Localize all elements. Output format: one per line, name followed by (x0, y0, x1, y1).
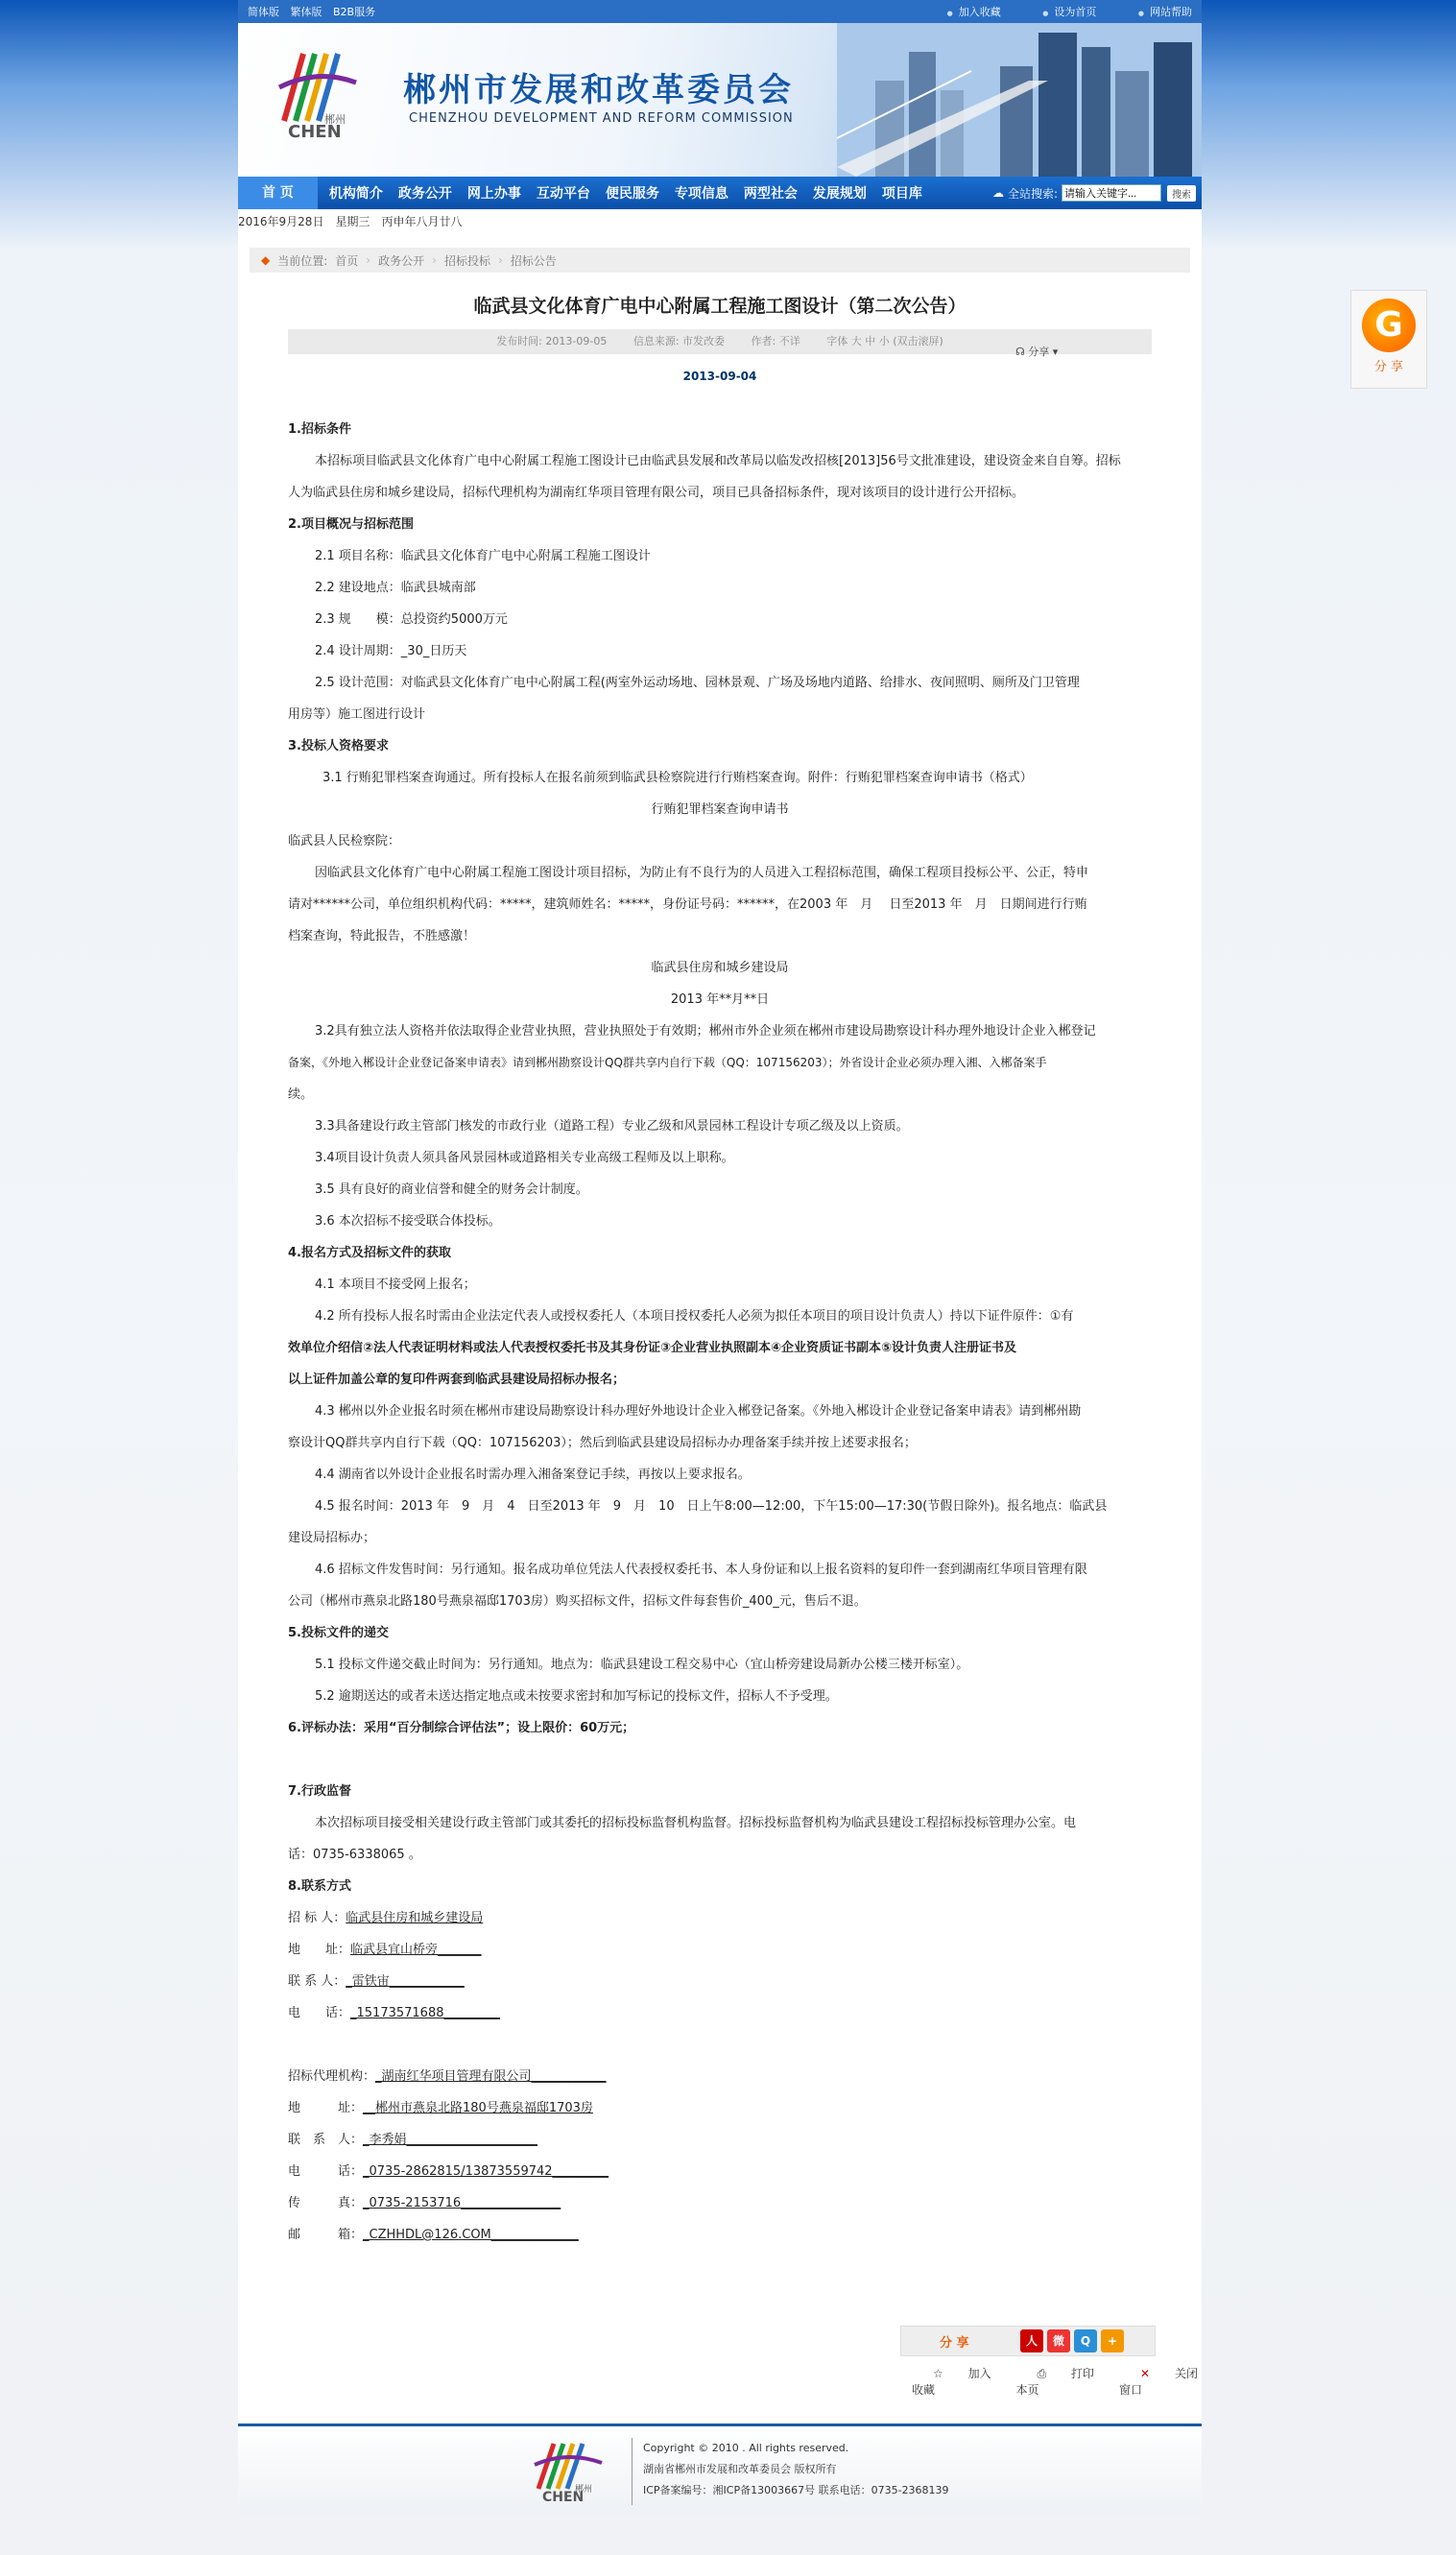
nav-online-service[interactable]: 网上办事 (466, 186, 521, 202)
contact-value: 临武县宜山桥旁_______ (350, 1943, 482, 1957)
paragraph: 本招标项目临武县文化体育广电中心附属工程施工图设计已由临武县发展和改革局以临发改招核[2013]56号文批准建设，建设资金来自自筹。招标 (315, 454, 1121, 468)
section-title: 4.报名方式及招标文件的获取 (288, 1246, 451, 1260)
section-title: 5.投标文件的递交 (288, 1626, 389, 1640)
nav-planning[interactable]: 发展规划 (812, 186, 867, 202)
paragraph: 4.3 郴州以外企业报名时须在郴州市建设局勘察设计科办理好外地设计企业入郴登记备案。《外地入郴设计企业登记备案申请表》请到郴州勘 (315, 1404, 1082, 1419)
close-window-link[interactable] (1119, 2365, 1202, 2398)
logo-text-en: CHEN (288, 122, 342, 140)
contact-key: 电 话： (288, 2006, 351, 2020)
contact-value: _15173571688_________ (350, 2006, 500, 2020)
section-title: 7.行政监督 (288, 1784, 351, 1799)
nav-interaction[interactable]: 互动平台 (536, 186, 590, 202)
paragraph: 2.4 设计周期：_30_日历天 (315, 644, 467, 658)
contact-list (288, 1902, 1152, 2029)
section-title: 2.项目概况与招标范围 (288, 517, 414, 532)
paragraph: 4.4 湖南省以外设计企业报名时需办理入湘备案登记手续，再按以上要求报名。 (315, 1468, 751, 1482)
nav-gov-affairs[interactable]: 政务公开 (397, 186, 452, 202)
contact-value: __郴州市燕泉北路180号燕泉福邸1703房 (363, 2101, 593, 2115)
paragraph: 临武县人民检察院： (288, 834, 401, 848)
contact-value: _0735-2862815/13873559742_________ (363, 2164, 609, 2179)
paragraph: 5.1 投标文件递交截止时间为：另行通知。地点为：临武县建设工程交易中心（宜山桥旁建设局新办公楼三楼开标室）。 (315, 1658, 969, 1672)
footer-divider (632, 2438, 633, 2505)
contact-value: _CZHHDL@126.COM______________ (363, 2228, 579, 2242)
contact-row (288, 1966, 1152, 1997)
header-banner (238, 23, 1202, 177)
meta-author: 作者: 不详 (751, 335, 800, 347)
floating-share-label: 分 享 (1373, 360, 1404, 374)
paragraph: 4.5 报名时间：2013 年 9 月 4 日至2013 年 9 月 10 日上午8:00—12:00，下午15:00—17:30(节假日除外)。报名地点：临武县 (315, 1499, 1108, 1514)
paragraph: 用房等）施工图进行设计 (288, 707, 426, 722)
site-title: 郴州市发展和改革委员会 (403, 71, 794, 109)
article-title: 临武县文化体育广电中心附属工程施工图设计（第二次公告） (473, 296, 967, 317)
share-icon: ☊ (1015, 346, 1025, 358)
chevron-right-icon: › (497, 253, 503, 267)
search-label: 全站搜索: (1007, 186, 1058, 201)
contact-key: 地 址： (288, 2101, 364, 2115)
share-weibo-icon[interactable]: 微 (1047, 2329, 1070, 2352)
share-mini-button[interactable]: ☊ 分享 ▾ (1015, 346, 1059, 358)
contact-key: 招标代理机构： (288, 2069, 376, 2084)
section-title: 6.评标办法：采用“百分制综合评估法”；设上限价：60万元； (288, 1721, 635, 1735)
section-title: 1.招标条件 (288, 422, 351, 437)
share-mini-label: 分享 (1028, 346, 1050, 358)
paragraph: 因临武县文化体育广电中心附属工程施工图设计项目招标，为防止有不良行为的人员进入工程招标范围，确保工程项目投标公平、公正，特申 (315, 866, 1089, 880)
section-title: 8.联系方式 (288, 1879, 351, 1894)
nav-about[interactable]: 机构简介 (328, 186, 383, 202)
share-bar (900, 2326, 1156, 2356)
city-skyline-image (837, 23, 1202, 177)
paragraph: 3.5 具有良好的商业信誉和健全的财务会计制度。 (315, 1182, 588, 1197)
share-more-icon[interactable]: + (1101, 2329, 1124, 2352)
content-area (238, 248, 1202, 2446)
meta-font-size[interactable]: 字体 大 中 小 (双击滚屏) (826, 335, 943, 347)
contact-key: 联 系 人： (288, 1974, 346, 1989)
paragraph: 2.2 建设地点：临武县城南部 (315, 581, 476, 595)
print-label: 打印本页 (1015, 2367, 1094, 2397)
floating-share-button[interactable] (1350, 290, 1427, 389)
share-bar-label[interactable]: 分 享 (940, 2335, 969, 2351)
footer-text (643, 2438, 949, 2501)
search-icon: ☁ (991, 186, 1004, 200)
link-help[interactable]: ● 网站帮助 (1138, 6, 1192, 18)
paragraph: 5.2 逾期送达的或者未送达指定地点或未按要求密封和加写标记的投标文件，招标人不予受理。 (315, 1689, 838, 1704)
contact-row (288, 2092, 1152, 2124)
site-subtitle: CHENZHOU DEVELOPMENT AND REFORM COMMISSION (409, 111, 794, 126)
contact-row (288, 1934, 1152, 1966)
form-date: 2013 年**月**日 (670, 992, 770, 1007)
breadcrumb-label: 当前位置: (277, 253, 328, 268)
close-icon: ✕ (1139, 2367, 1151, 2380)
link-set-home[interactable]: ● 设为首页 (1042, 6, 1096, 18)
page-tools (891, 2365, 1202, 2398)
link-add-favorite[interactable]: ● 加入收藏 (947, 6, 1001, 18)
footer-logo-text-en: CHEN (542, 2490, 585, 2503)
share-renren-icon[interactable]: 人 (1020, 2329, 1043, 2352)
share-logo-icon: G (1362, 298, 1416, 352)
paragraph: 3.4项目设计负责人须具备风景园林或道路相关专业高级工程师及以上职称。 (315, 1151, 734, 1165)
nav-special-info[interactable]: 专项信息 (674, 186, 728, 202)
form-sign: 临武县住房和城乡建设局 (651, 961, 789, 975)
top-bar (238, 0, 1202, 23)
breadcrumb-announce[interactable]: 招标公告 (510, 253, 557, 268)
paragraph: 2.1 项目名称：临武县文化体育广电中心附属工程施工图设计 (315, 549, 651, 563)
contact-value: 临武县住房和城乡建设局 (346, 1911, 484, 1925)
paragraph: 3.3具备建设行政主管部门核发的市政行业（道路工程）专业乙级和风景园林工程设计专项乙级及以上资质。 (315, 1119, 909, 1134)
footer-logo (531, 2436, 608, 2503)
paragraph: 备案，《外地入郴设计企业登记备案申请表》请到郴州勘察设计QQ群共享内自行下载（QQ：107156203）；外省设计企业必须办理入湘、入郴备案手 (288, 1056, 1047, 1069)
paragraph: 建设局招标办； (288, 1531, 376, 1545)
contact-row (288, 1997, 1152, 2029)
paragraph: 本次招标项目接受相关建设行政主管部门或其委托的招标投标监督机构监督。招标投标监督机构为临武县建设工程招标投标管理办公室。电 (315, 1816, 1077, 1830)
contact-row (288, 2061, 1152, 2092)
paragraph: 以上证件加盖公章的复印件两套到临武县建设局招标办报名； (288, 1373, 626, 1387)
site-search (992, 184, 1202, 202)
paragraph: 3.6 本次招标不接受联合体投标。 (315, 1214, 501, 1229)
print-link[interactable] (1015, 2365, 1098, 2398)
contact-key: 电 话： (288, 2164, 364, 2179)
chevron-right-icon: › (432, 253, 437, 267)
section-title: 3.投标人资格要求 (288, 739, 389, 753)
contact-key: 招 标 人： (288, 1911, 346, 1925)
contact-row (288, 2124, 1152, 2156)
footer-icp: ICP备案编号：湘ICP备13003667号 联系电话：0735-2368139 (643, 2484, 949, 2496)
paragraph: 公司（郴州市燕泉北路180号燕泉福邸1703房）购买招标文件，招标文件每套售价_400_元，售后不退。 (288, 1594, 867, 1609)
nav-public-service[interactable]: 便民服务 (605, 186, 659, 202)
share-qzone-icon[interactable]: Q (1074, 2329, 1097, 2352)
contact-key: 传 真： (288, 2196, 364, 2210)
contact-row (288, 2187, 1152, 2219)
nav-home[interactable]: 首 页 (238, 177, 318, 209)
contact-row (288, 2156, 1152, 2187)
contact-row (288, 1902, 1152, 1934)
site-logo (274, 44, 361, 140)
contact-value: _李秀娟_____________________ (363, 2133, 538, 2147)
paragraph: 2.3 规 模：总投资约5000万元 (315, 612, 508, 627)
nav-project-library[interactable]: 项目库 (881, 186, 922, 202)
footer-owner: 湖南省郴州市发展和改革委员会 版权所有 (643, 2463, 837, 2475)
paragraph: 4.2 所有投标人报名时需由企业法定代表人或授权委托人（本项目授权委托人必须为拟任本项目的项目设计负责人）持以下证件原件：①有 (315, 1309, 1074, 1324)
nav-two-type-society[interactable]: 两型社会 (743, 186, 798, 202)
main-nav (238, 177, 1202, 209)
print-icon: ⎙ (1037, 2367, 1050, 2380)
breadcrumb (250, 248, 1190, 273)
paragraph: 话：0735-6338065 。 (288, 1848, 421, 1862)
chevron-right-icon: › (366, 253, 371, 267)
paragraph: 请对******公司，单位组织机构代码：*****，建筑师姓名：*****，身份证号码：******，在2003 年 月 日至2013 年 月 日期间进行行贿 (288, 897, 1087, 912)
paragraph: 人为临武县住房和城乡建设局，招标代理机构为湖南红华项目管理有限公司，项目已具备招标条件，现对该项目的设计进行公开招标。 (288, 486, 1025, 500)
breadcrumb-gov[interactable]: 政务公开 (378, 253, 425, 268)
article-date: 2013-09-04 (682, 370, 757, 383)
logo-text-cn: 郴州 (324, 113, 346, 126)
paragraph: 3.1 行贿犯罪档案查询通过。所有投标人在报名前须到临武县检察院进行行贿档案查询。附件：行贿犯罪档案查询申请书（格式） (322, 771, 1033, 785)
link-traditional[interactable]: 繁体版 (290, 6, 322, 18)
breadcrumb-home[interactable]: 首页 (335, 253, 359, 268)
footer-copyright: Copyright © 2010 . All rights reserved. (643, 2442, 849, 2454)
add-favorite-label: 加入收藏 (912, 2367, 991, 2397)
agent-contact-list (288, 2061, 1152, 2251)
paragraph: 3.2具有独立法人资格并依法取得企业营业执照，营业执照处于有效期；郴州市外企业须在郴州市建设局勘察设计科办理外地设计企业入郴登记 (315, 1024, 1096, 1039)
contact-key: 邮 箱： (288, 2228, 364, 2242)
meta-source: 信息来源: 市发改委 (633, 335, 726, 347)
form-title: 行贿犯罪档案查询申请书 (651, 802, 789, 817)
paragraph: 效单位介绍信②法人代表证明材料或法人代表授权委托书及其身份证③企业营业执照副本④企业资质证书副本⑤设计负责人注册证书及 (288, 1341, 1017, 1355)
footer-logo-text-cn: 郴州 (575, 2485, 593, 2495)
paragraph: 4.6 招标文件发售时间：另行通知。报名成功单位凭法人代表授权委托书、本人身份证和以上报名资料的复印件一套到湖南红华项目管理有限 (315, 1563, 1087, 1577)
date-line: 2016年9月28日 星期三 丙申年八月廿八 (238, 209, 1202, 248)
close-label: 关闭窗口 (1118, 2367, 1199, 2397)
footer (238, 2424, 1202, 2516)
contact-value: _雷铁宙____________ (346, 1974, 465, 1989)
paragraph: 4.1 本项目不接受网上报名； (315, 1278, 476, 1292)
contact-value: _湖南红华项目管理有限公司____________ (375, 2069, 607, 2084)
contact-key: 联 系 人： (288, 2133, 364, 2147)
paragraph: 2.5 设计范围：对临武县文化体育广电中心附属工程(两室外运动场地、园林景观、广场及场地内道路、给排水、夜间照明、厕所及门卫管理 (315, 676, 1080, 690)
article-body (288, 414, 1152, 2251)
paragraph: 察设计QQ群共享内自行下载（QQ：107156203）；然后到临武县建设局招标办办理备案手续并按上述要求报名； (288, 1436, 917, 1450)
search-input[interactable] (1062, 184, 1161, 202)
contact-key: 地 址： (288, 1943, 351, 1957)
link-simplified[interactable]: 简体版 (248, 6, 279, 18)
search-button[interactable]: 搜索 (1167, 185, 1196, 202)
paragraph: 续。 (288, 1087, 314, 1102)
link-b2b[interactable]: B2B服务 (333, 6, 376, 18)
contact-value: _0735-2153716________________ (363, 2196, 561, 2210)
star-icon: ☆ (933, 2367, 947, 2380)
contact-row (288, 2219, 1152, 2251)
breadcrumb-bidding[interactable]: 招标投标 (443, 253, 490, 268)
breadcrumb-icon: ◆ (261, 253, 271, 267)
meta-publish: 发布时间: 2013-09-05 (496, 335, 608, 347)
add-favorite-link[interactable] (912, 2365, 994, 2398)
paragraph: 档案查询，特此报告，不胜感激！ (288, 929, 476, 943)
